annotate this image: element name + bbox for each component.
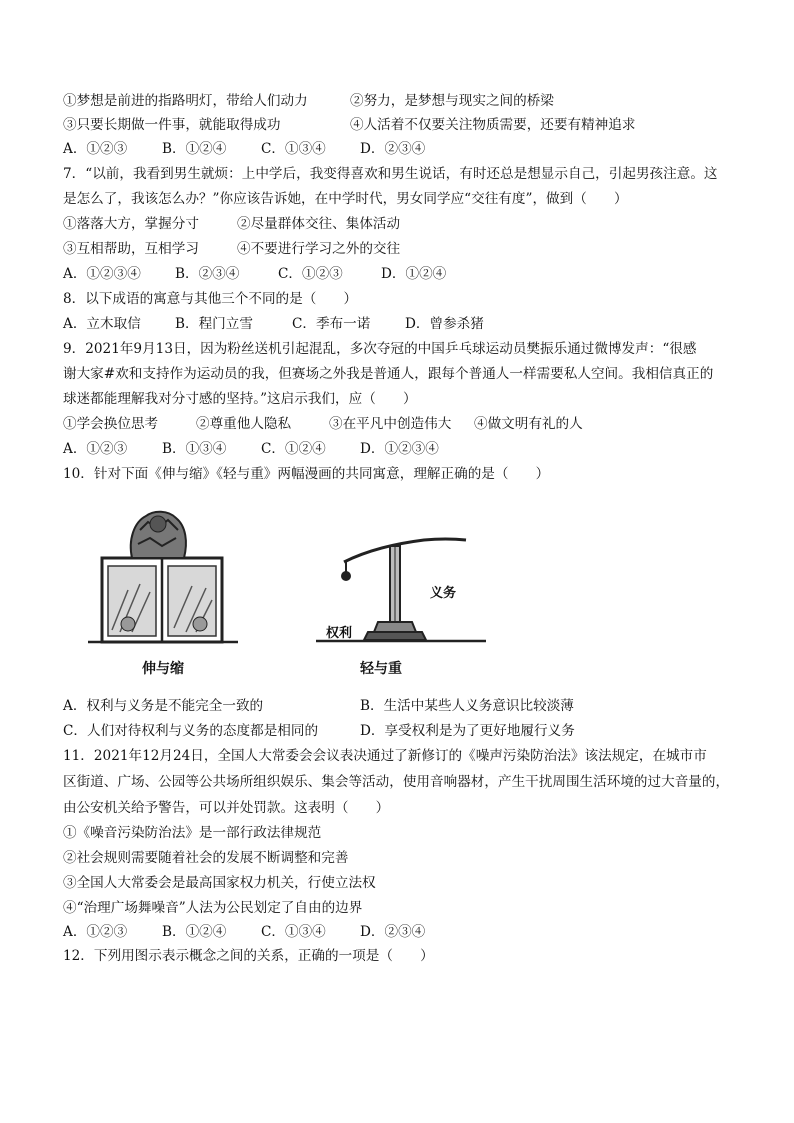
q10-options-row-2 (63, 721, 575, 741)
q7-choice-a: A．①②③④ (63, 266, 141, 282)
q10-stem: 10．针对下面《伸与缩》《轻与重》两幅漫画的共同寓意，理解正确的是（ ） (63, 466, 550, 482)
q12-stem: 12．下列用图示表示概念之间的关系，正确的一项是（ ） (63, 948, 434, 964)
q10-option-b: B．生活中某些人义务意识比较淡薄 (360, 698, 574, 714)
q6-choice-c: C．①③④ (261, 141, 326, 157)
q7-option-3: ③互相帮助，互相学习 (63, 241, 199, 257)
q11-stem-line-1: 11．2021年12月24日，全国人大常委会会议表决通过了新修订的《噪声污染防治法》该法规定，在城市市 (63, 748, 707, 764)
q8-choice-c: C．季布一诺 (292, 316, 371, 332)
q9-option-4: ④做文明有礼的人 (474, 416, 583, 432)
q7-stem-line-2: 是怎么了，我该怎么办？”你应该告诉她，在中学时代，男女同学应“交往有度”，做到（ ） (63, 191, 628, 207)
q6-option-1: ①梦想是前进的指路明灯，带给人们动力 (63, 93, 308, 109)
q6-choice-b: B．①②④ (162, 141, 227, 157)
q6-options-row-2 (63, 115, 635, 135)
q7-options-row-1 (63, 214, 400, 234)
q6-option-2: ②努力，是梦想与现实之间的桥梁 (350, 93, 554, 109)
q9-option-2: ②尊重他人隐私 (196, 416, 292, 432)
q7-option-4: ④不要进行学习之外的交往 (237, 241, 401, 257)
q9-option-1: ①学会换位思考 (63, 416, 159, 432)
cartoon-shen-yu-suo (88, 500, 238, 655)
q7-choice-d: D．①②④ (381, 266, 447, 282)
caption-qing-yu-zhong: 轻与重 (360, 661, 402, 677)
q9-choice-c: C．①②④ (261, 441, 326, 457)
q10-option-d: D．享受权利是为了更好地履行义务 (360, 723, 575, 739)
q7-options-row-2 (63, 239, 400, 259)
q8-stem: 8．以下成语的寓意与其他三个不同的是（ ） (63, 291, 358, 307)
q6-choice-a: A．①②③ (63, 141, 128, 157)
q7-option-1: ①落落大方，掌握分寸 (63, 216, 199, 232)
q7-choice-c: C．①②③ (278, 266, 343, 282)
q9-stem-line-1: 9．2021年9月13日，因为粉丝送机引起混乱，多次夺冠的中国乒乓球运动员樊振乐通过微博发声：“很感 (63, 341, 697, 357)
q8-choice-a: A．立木取信 (63, 316, 141, 332)
q11-option-1: ①《噪音污染防治法》是一部行政法律规范 (63, 825, 322, 841)
q9-choice-d: D．①②③④ (360, 441, 439, 457)
q6-option-3: ③只要长期做一件事，就能取得成功 (63, 117, 281, 133)
label-yiwu: 义务 (430, 586, 457, 601)
q11-option-2: ②社会规则需要随着社会的发展不断调整和完善 (63, 850, 349, 866)
scale-arm (344, 539, 466, 562)
q7-option-2: ②尽量群体交往、集体活动 (237, 216, 401, 232)
q11-choices (63, 922, 425, 942)
q9-options (63, 414, 583, 434)
q6-option-4: ④人活着不仅要关注物质需要，还要有精神追求 (350, 117, 636, 133)
q11-option-3: ③全国人大常委会是最高国家权力机关，行使立法权 (63, 875, 376, 891)
q9-stem-line-2: 谢大家#欢和支持作为运动员的我，但赛场之外我是普通人，跟每个普通人一样需要私人空间。我相信真正的 (63, 366, 714, 382)
label-quanli: 权利 (326, 626, 353, 641)
q11-stem-line-2: 区街道、广场、公园等公共场所组织娱乐、集会等活动，使用音响器材，产生干扰周围生活环境的过大音量的， (63, 774, 730, 790)
q11-choice-c: C．①③④ (261, 924, 326, 940)
q10-option-a: A．权利与义务是不能完全一致的 (63, 698, 264, 714)
q9-stem-line-3: 球迷都能理解我对分寸感的坚持。”这启示我们，应（ ） (63, 391, 417, 407)
q11-choice-a: A．①②③ (63, 924, 128, 940)
q7-stem-line-1: 7．“以前，我看到男生就烦：上中学后，我变得喜欢和男生说话，有时还总是想显示自己，引起男孩注意。这 (63, 166, 718, 182)
q8-choice-d: D．曾参杀猪 (405, 316, 484, 332)
q9-choice-b: B．①③④ (162, 441, 227, 457)
q11-stem-line-3: 由公安机关给予警告，可以并处罚款。这表明（ ） (63, 800, 390, 816)
q7-choices (63, 264, 446, 284)
q8-choices (63, 314, 484, 334)
q11-option-4: ④“治理广场舞噪音”人法为公民划定了自由的边界 (63, 900, 363, 916)
q10-option-c: C．人们对待权利与义务的态度都是相同的 (63, 723, 319, 739)
q6-choice-d: D．②③④ (360, 141, 426, 157)
q10-options-row-1 (63, 696, 574, 716)
caption-shen-yu-suo: 伸与缩 (142, 661, 184, 677)
q11-choice-b: B．①②④ (162, 924, 227, 940)
q8-choice-b: B．程门立雪 (175, 316, 253, 332)
q9-choices (63, 439, 439, 459)
q9-choice-a: A．①②③ (63, 441, 128, 457)
q7-choice-b: B．②③④ (175, 266, 240, 282)
q6-choices (63, 139, 425, 159)
q6-options-row-1 (63, 91, 554, 111)
q11-choice-d: D．②③④ (360, 924, 426, 940)
q9-option-3: ③在平凡中创造伟大 (329, 416, 452, 432)
